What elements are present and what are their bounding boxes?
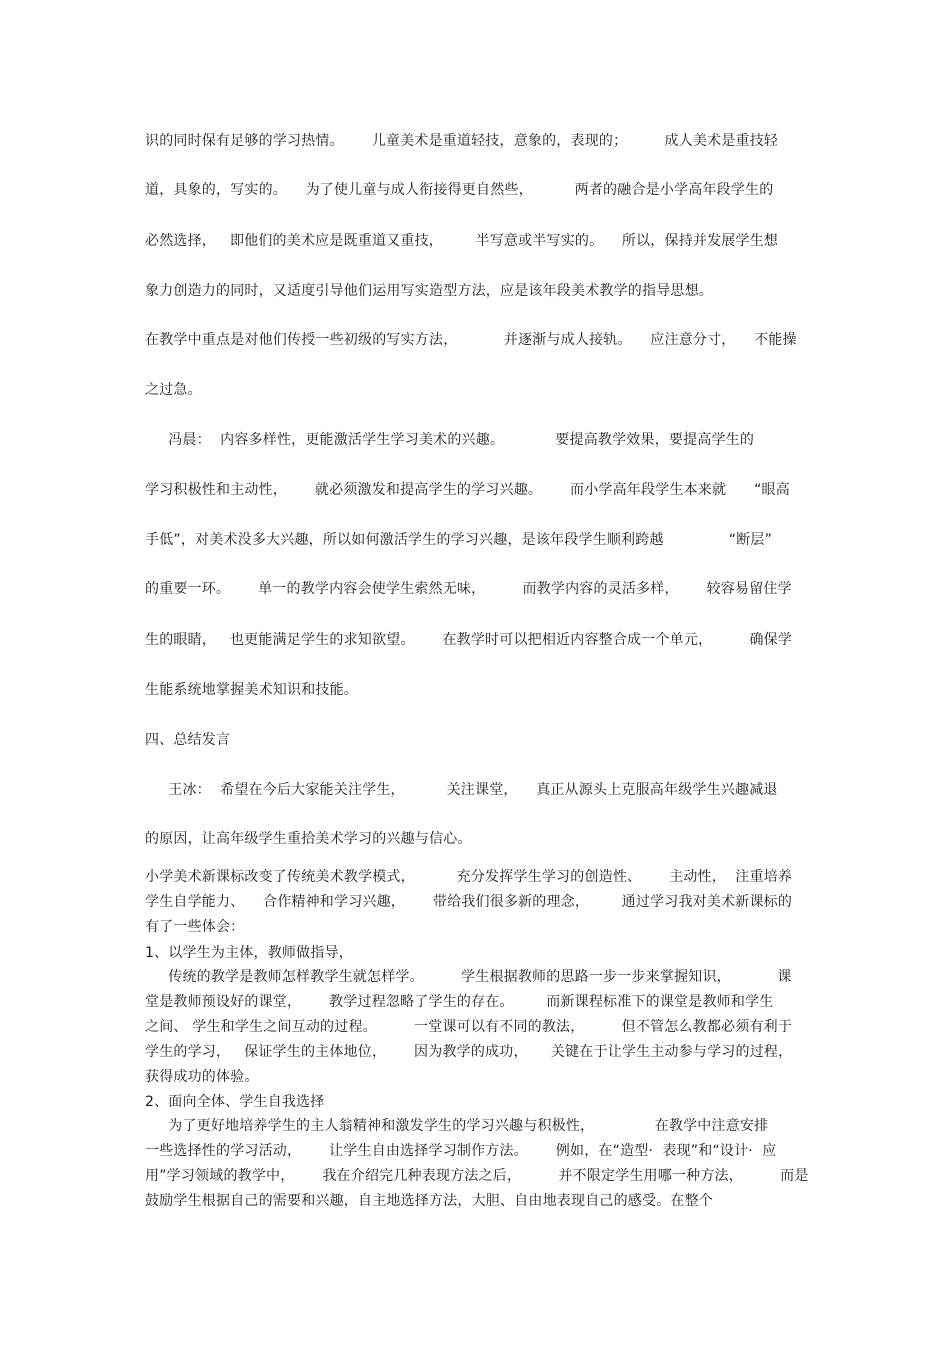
paragraph-line: 之过急。 [145, 382, 202, 398]
list-heading: 2、面向全体、学生自我选择 [145, 1094, 325, 1110]
paragraph-line: 必然选择， 即他们的美术应是既重道又重技， 半写意或半写实的。 所以，保持并发展学生想 [145, 233, 779, 249]
paragraph-line: 手低”，对美术没多大兴趣，所以如何激活学生的学习兴趣，是该年段学生顺利跨越 “断层” [145, 532, 773, 548]
paragraph-line: 之间、 学生和学生之间互动的过程。 一堂课可以有不同的教法， 但不管怎么教都必须有利于 [145, 1019, 793, 1035]
paragraph-line: 冯晨： 内容多样性，更能激活学生学习美术的兴趣。 要提高教学效果，要提高学生的 [145, 432, 755, 448]
paragraph-line: 小学美术新课标改变了传统美术教学模式， 充分发挥学生学习的创造性、 主动性， 注重培养 [145, 869, 793, 885]
paragraph-line: 传统的教学是教师怎样教学生就怎样学。 学生根据教师的思路一步一步来掌握知识， 课 [145, 969, 792, 985]
paragraph-line: 的原因，让高年级学生重拾美术学习的兴趣与信心。 [145, 831, 472, 847]
paragraph-line: 有了一些体会： [145, 919, 245, 935]
paragraph-line: 鼓励学生根据自己的需要和兴趣，自主地选择方法，大胆、自由地表现自己的感受。在整个 [145, 1193, 713, 1209]
paragraph-line: 学生自学能力、 合作精神和学习兴趣， 带给我们很多新的理念， 通过学习我对美术新课标的 [145, 894, 793, 910]
list-heading: 1、以学生为主体，教师做指导， [145, 945, 353, 961]
paragraph-line: 一些选择性的学习活动， 让学生自由选择学习制作方法。 例如，在“造型· 表现”和“设计· 应 [145, 1143, 777, 1159]
paragraph-line: 堂是教师预设好的课堂， 教学过程忽略了学生的存在。 而新课程标准下的课堂是教师和学生 [145, 994, 774, 1010]
paragraph-line: 学习积极性和主动性， 就必须激发和提高学生的学习兴趣。 而小学高年段学生本来就 “眼高 [145, 482, 790, 498]
paragraph-line: 的重要一环。 单一的教学内容会使学生索然无味， 而教学内容的灵活多样， 较容易留住学 [145, 581, 792, 597]
paragraph-line: 识的同时保有足够的学习热情。 儿童美术是重道轻技，意象的，表现的； 成人美术是重技轻 [145, 133, 779, 149]
paragraph-line: 用”学习领域的教学中， 我在介绍完几种表现方法之后， 并不限定学生用哪一种方法， 而是 [145, 1168, 809, 1184]
paragraph-line: 生的眼睛， 也更能满足学生的求知欲望。 在教学时可以把相近内容整合成一个单元， 确保学 [145, 632, 793, 648]
paragraph-line: 在教学中重点是对他们传授一些初级的写实方法， 并逐渐与成人接轨。 应注意分寸， 不能操 [145, 332, 797, 348]
paragraph-line: 象力创造力的同时，又适度引导他们运用写实造型方法，应是该年段美术教学的指导思想。 [145, 283, 713, 299]
section-heading: 四、总结发言 [145, 732, 231, 748]
paragraph-line: 学生的学习， 保证学生的主体地位， 因为教学的成功， 关键在于让学生主动参与学习的过程， [145, 1044, 793, 1060]
paragraph-line: 获得成功的体验。 [145, 1069, 259, 1085]
paragraph-line: 生能系统地掌握美术知识和技能。 [145, 682, 358, 698]
paragraph-line: 道，具象的，写实的。 为了使儿童与成人衔接得更自然些， 两者的融合是小学高年段学生的 [145, 182, 774, 198]
paragraph-line: 为了更好地培养学生的主人翁精神和激发学生的学习兴趣与积极性， 在教学中注意安排 [145, 1118, 769, 1134]
paragraph-line: 王冰： 希望在今后大家能关注学生， 关注课堂， 真正从源头上克服高年级学生兴趣减退 [145, 782, 778, 798]
